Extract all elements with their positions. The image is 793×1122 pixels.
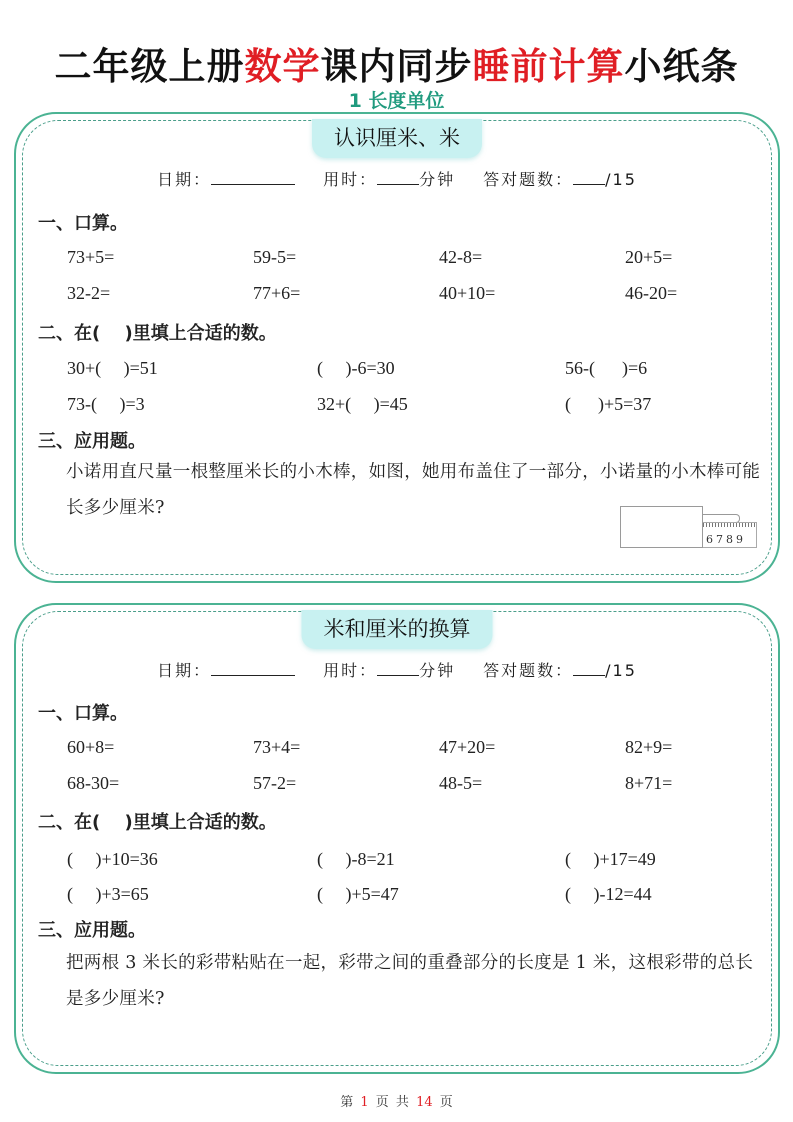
time-label: 用时： (323, 661, 378, 680)
oral-item: 60+8= (67, 737, 115, 757)
section-fill: 二、在( )里填上合适的数。 (38, 812, 277, 833)
section-oral: 一、口算。 (38, 703, 128, 724)
worksheet-card-2 (14, 603, 780, 1074)
fill-item: 30+( )=51 (67, 358, 158, 378)
footer-prefix: 第 (340, 1095, 354, 1110)
title-highlight: 睡前计算 (472, 45, 625, 88)
fill-item: ( )+3=65 (67, 884, 149, 904)
fill-item: 73-( )=3 (67, 394, 145, 414)
ruler (703, 522, 757, 548)
fill-item: ( )+17=49 (565, 849, 656, 869)
fill-item: ( )-6=30 (317, 358, 395, 378)
ruler-numbers: 6789 (706, 533, 746, 546)
fill-item: 56-( )=6 (565, 358, 648, 378)
oral-item: 73+4= (253, 737, 301, 757)
ruler-figure (620, 506, 760, 552)
fill-item: ( )+10=36 (67, 849, 158, 869)
oral-item: 46-20= (625, 283, 678, 303)
worksheet-card-1 (14, 112, 780, 583)
date-label: 日期： (157, 170, 212, 189)
oral-item: 59-5= (253, 247, 297, 267)
section-fill: 二、在( )里填上合适的数。 (38, 323, 277, 344)
page-footer (0, 1091, 793, 1110)
card-title: 米和厘米的换算 (302, 610, 493, 649)
oral-item: 20+5= (625, 247, 673, 267)
page-number: 1 (360, 1095, 369, 1110)
date-blank[interactable] (211, 662, 295, 676)
fill-item: ( )+5=47 (317, 884, 399, 904)
time-blank[interactable] (377, 171, 419, 185)
total-label: /15 (605, 170, 637, 189)
date-blank[interactable] (211, 171, 295, 185)
unit-subtitle: 1 长度单位 (348, 90, 445, 112)
section-oral: 一、口算。 (38, 213, 128, 234)
oral-item: 77+6= (253, 283, 301, 303)
fill-item: ( )-12=44 (565, 884, 652, 904)
meta-row (16, 658, 778, 681)
title-part: 二年级上册 (54, 45, 245, 88)
card-title: 认识厘米、米 (312, 119, 482, 158)
fill-item: 32+( )=45 (317, 394, 408, 414)
correct-blank[interactable] (573, 662, 605, 676)
title-highlight: 数学 (244, 45, 321, 88)
ruler-ticks (703, 523, 756, 527)
oral-item: 57-2= (253, 773, 297, 793)
oral-item: 40+10= (439, 283, 496, 303)
oral-item: 82+9= (625, 737, 673, 757)
title-part: 小纸条 (624, 45, 739, 88)
date-label: 日期： (157, 661, 212, 680)
footer-suffix: 页 (439, 1095, 453, 1110)
oral-item: 47+20= (439, 737, 496, 757)
meta-row (16, 167, 778, 190)
fill-item: ( )+5=37 (565, 394, 652, 414)
minutes-label: 分钟 (419, 661, 456, 680)
fill-item: ( )-8=21 (317, 849, 395, 869)
oral-item: 32-2= (67, 283, 111, 303)
page-total: 14 (416, 1095, 433, 1110)
page-title (0, 36, 793, 90)
section-application: 三、应用题。 (38, 431, 146, 452)
title-part: 课内同步 (320, 45, 473, 88)
oral-item: 73+5= (67, 247, 115, 267)
correct-blank[interactable] (573, 171, 605, 185)
application-problem: 把两根 3 米长的彩带粘贴在一起，彩带之间的重叠部分的长度是 1 米，这根彩带的总长是多少厘米? (66, 953, 754, 1009)
oral-item: 42-8= (439, 247, 483, 267)
oral-item: 68-30= (67, 773, 120, 793)
footer-mid: 页 共 (375, 1095, 409, 1110)
minutes-label: 分钟 (419, 170, 456, 189)
total-label: /15 (605, 661, 637, 680)
correct-label: 答对题数： (483, 661, 574, 680)
oral-item: 8+71= (625, 773, 673, 793)
oral-item: 48-5= (439, 773, 483, 793)
application-problem: 小诺用直尺量一根整厘米长的小木棒，如图，她用布盖住了一部分，小诺量的小木棒可能长多少厘米? (66, 462, 761, 518)
correct-label: 答对题数： (483, 170, 574, 189)
section-application: 三、应用题。 (38, 920, 146, 941)
time-label: 用时： (323, 170, 378, 189)
cloth-cover (620, 506, 703, 548)
time-blank[interactable] (377, 662, 419, 676)
